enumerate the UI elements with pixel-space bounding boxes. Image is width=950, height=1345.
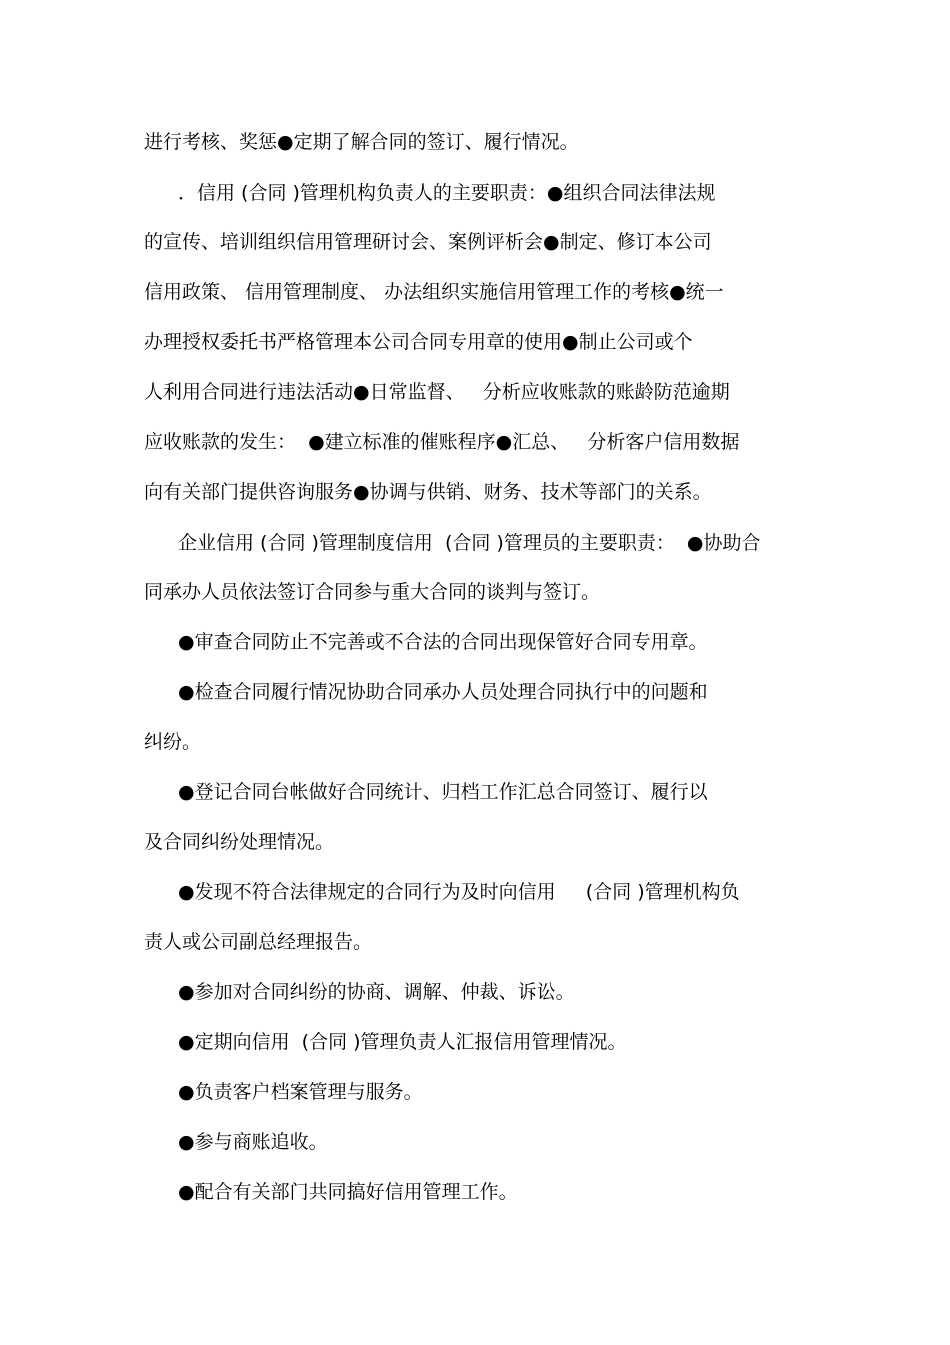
text-line: 同承办人员依法签订合同参与重大合同的谈判与签订。 (144, 581, 601, 603)
text-line: 向有关部门提供咨询服务●协调与供销、财务、技术等部门的关系。 (144, 481, 712, 503)
text-line: ●负责客户档案管理与服务。 (178, 1081, 423, 1103)
text-line: ●发现不符合法律规定的合同行为及时向信用 (合同 )管理机构负 (178, 881, 740, 903)
text-line: 企业信用 (合同 )管理制度信用 (合同 )管理员的主要职责： ●协助合 (178, 532, 761, 554)
text-line: ●登记合同台帐做好合同统计、归档工作汇总合同签订、履行以 (178, 781, 708, 803)
text-line: ●检查合同履行情况协助合同承办人员处理合同执行中的问题和 (178, 681, 708, 703)
text-line: 纠纷。 (144, 731, 202, 753)
text-line: 人利用合同进行违法活动●日常监督、 分析应收账款的账龄防范逾期 (144, 381, 730, 403)
text-line: ●定期向信用 (合同 )管理负责人汇报信用管理情况。 (178, 1031, 627, 1053)
text-line: 的宣传、培训组织信用管理研讨会、案例评析会●制定、修订本公司 (144, 231, 712, 253)
text-line: 应收账款的发生： ●建立标准的催账程序●汇总、 分析客户信用数据 (144, 431, 740, 453)
text-line: 责人或公司副总经理报告。 (144, 931, 373, 953)
text-line: 信用政策、 信用管理制度、 办法组织实施信用管理工作的考核●统一 (144, 281, 724, 303)
text-line: ●配合有关部门共同搞好信用管理工作。 (178, 1181, 518, 1203)
text-line: ●审查合同防止不完善或不合法的合同出现保管好合同专用章。 (178, 631, 708, 653)
text-line: ●参与商账追收。 (178, 1131, 328, 1153)
text-line: 进行考核、奖惩●定期了解合同的签订、履行情况。 (144, 131, 579, 153)
text-line: ．信用 (合同 )管理机构负责人的主要职责：●组织合同法律法规 (178, 182, 716, 204)
text-line: ●参加对合同纠纷的协商、调解、仲裁、诉讼。 (178, 981, 575, 1003)
text-line: 及合同纠纷处理情况。 (144, 831, 335, 853)
text-line: 办理授权委托书严格管理本公司合同专用章的使用●制止公司或个 (144, 331, 693, 353)
